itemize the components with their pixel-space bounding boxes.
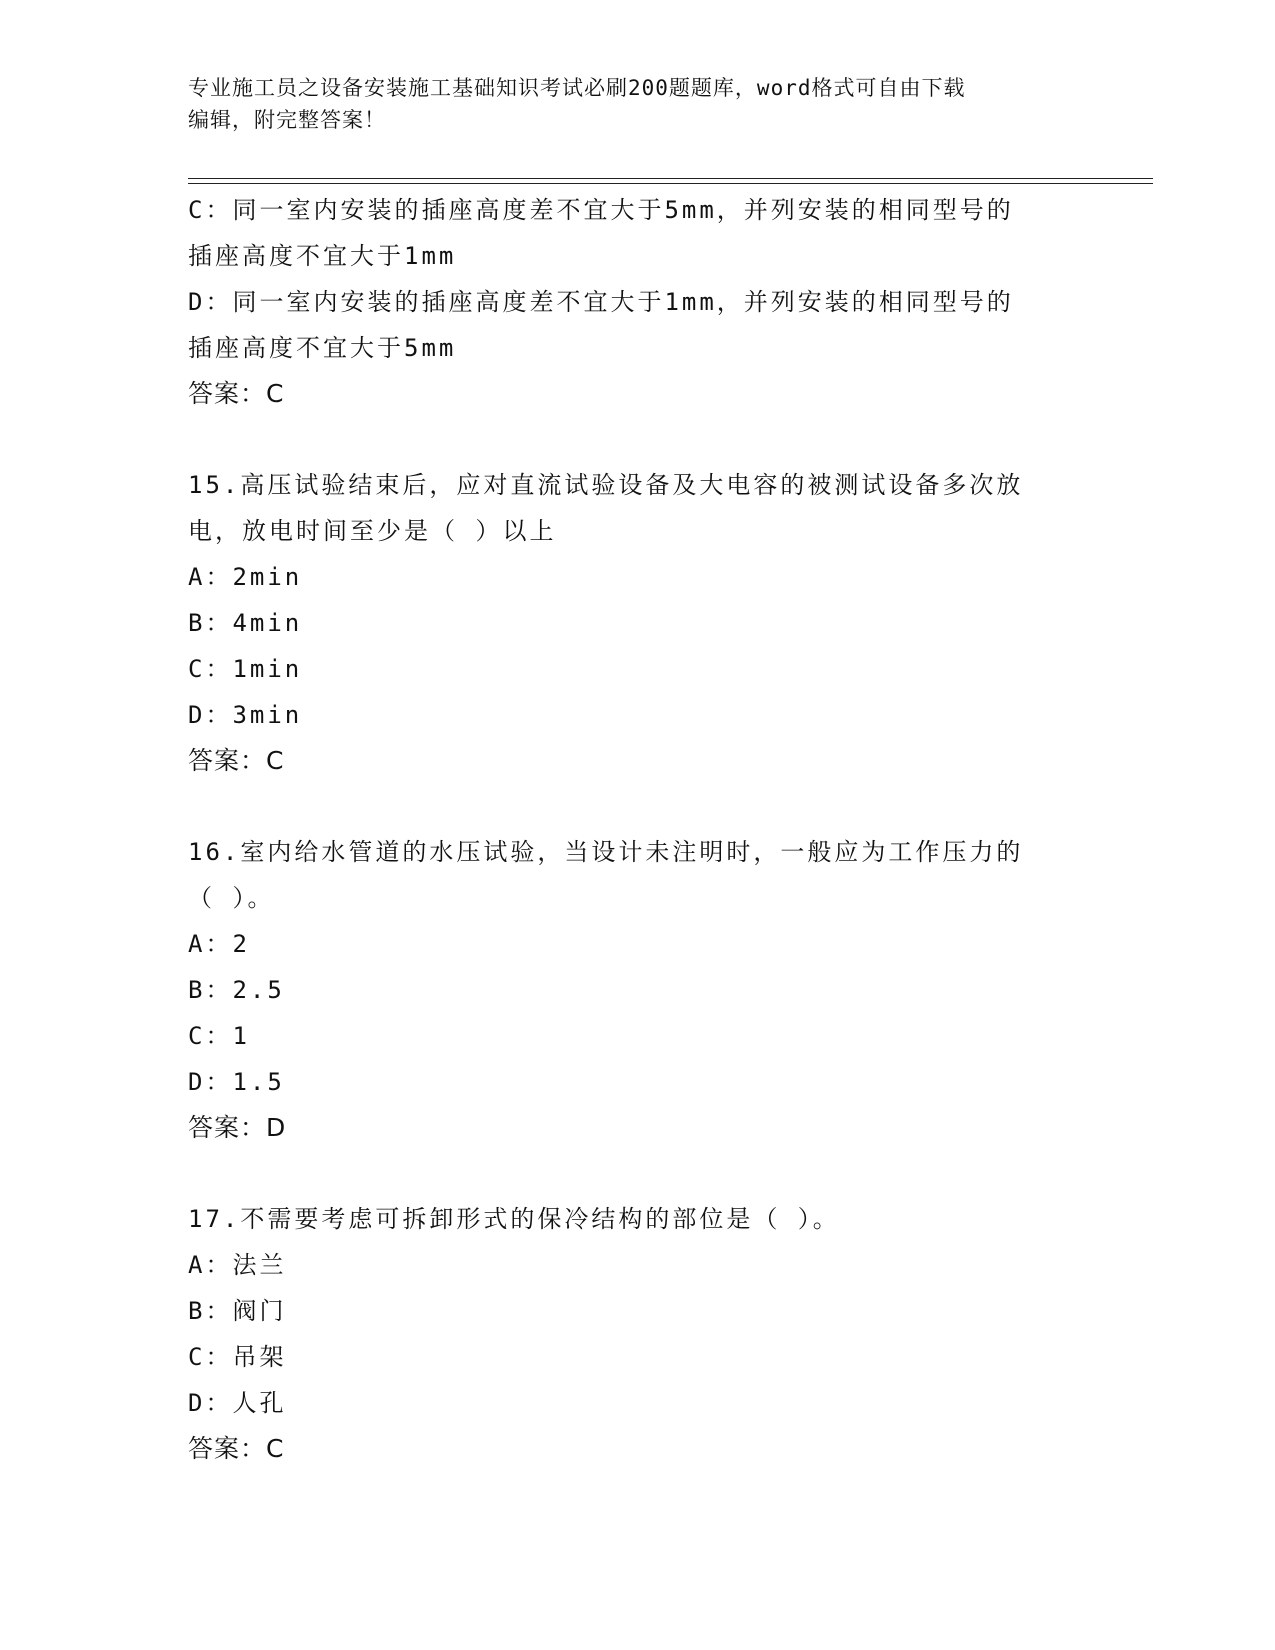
document-header: [188, 72, 1088, 136]
spacer: [188, 417, 1088, 462]
header-title-line1: 专业施工员之设备安装施工基础知识考试必刷200题题库，word格式可自由下载: [188, 76, 966, 100]
question-17: [188, 1196, 1088, 1472]
question-16-stem-line1: 16.室内给水管道的水压试验，当设计未注明时，一般应为工作压力的: [188, 838, 1024, 866]
question-14-continuation: [188, 187, 1088, 417]
answer-16: 答案：D: [188, 1113, 287, 1142]
question-15-option-c: C：1min: [188, 655, 303, 683]
question-17-option-b: B：阀门: [188, 1297, 287, 1325]
question-16-option-c: C：1: [188, 1022, 250, 1050]
question-17-stem-line1: 17.不需要考虑可拆卸形式的保冷结构的部位是（ ）。: [188, 1205, 840, 1233]
question-15-option-d: D：3min: [188, 701, 303, 729]
question-15-stem-line1: 15.高压试验结束后，应对直流试验设备及大电容的被测试设备多次放: [188, 471, 1024, 499]
spacer: [188, 1151, 1088, 1196]
question-17-option-c: C：吊架: [188, 1343, 287, 1371]
answer-17: 答案：C: [188, 1434, 285, 1463]
option-d-line2: 插座高度不宜大于5mm: [188, 334, 457, 362]
header-title-line2: 编辑，附完整答案！: [188, 108, 386, 132]
header-divider-top: [188, 178, 1153, 179]
question-17-option-d: D：人孔: [188, 1389, 287, 1417]
answer-14: 答案：C: [188, 379, 285, 408]
header-divider-bottom: [188, 183, 1153, 184]
spacer: [188, 784, 1088, 829]
question-16-option-a: A：2: [188, 930, 250, 958]
option-c-line2: 插座高度不宜大于1mm: [188, 242, 457, 270]
question-15-option-b: B：4min: [188, 609, 303, 637]
question-16: [188, 829, 1088, 1151]
answer-15: 答案：C: [188, 746, 285, 775]
question-15-option-a: A：2min: [188, 563, 303, 591]
question-16-stem-line2: （ ）。: [188, 884, 275, 912]
question-list: [188, 187, 1088, 1472]
option-d-line1: D：同一室内安装的插座高度差不宜大于1mm，并列安装的相同型号的: [188, 288, 1014, 316]
option-c-line1: C：同一室内安装的插座高度差不宜大于5mm，并列安装的相同型号的: [188, 196, 1014, 224]
question-16-option-d: D：1.5: [188, 1068, 285, 1096]
question-15-stem-line2: 电，放电时间至少是（ ）以上: [188, 517, 557, 545]
question-16-option-b: B：2.5: [188, 976, 285, 1004]
question-17-option-a: A：法兰: [188, 1251, 287, 1279]
question-15: [188, 462, 1088, 784]
